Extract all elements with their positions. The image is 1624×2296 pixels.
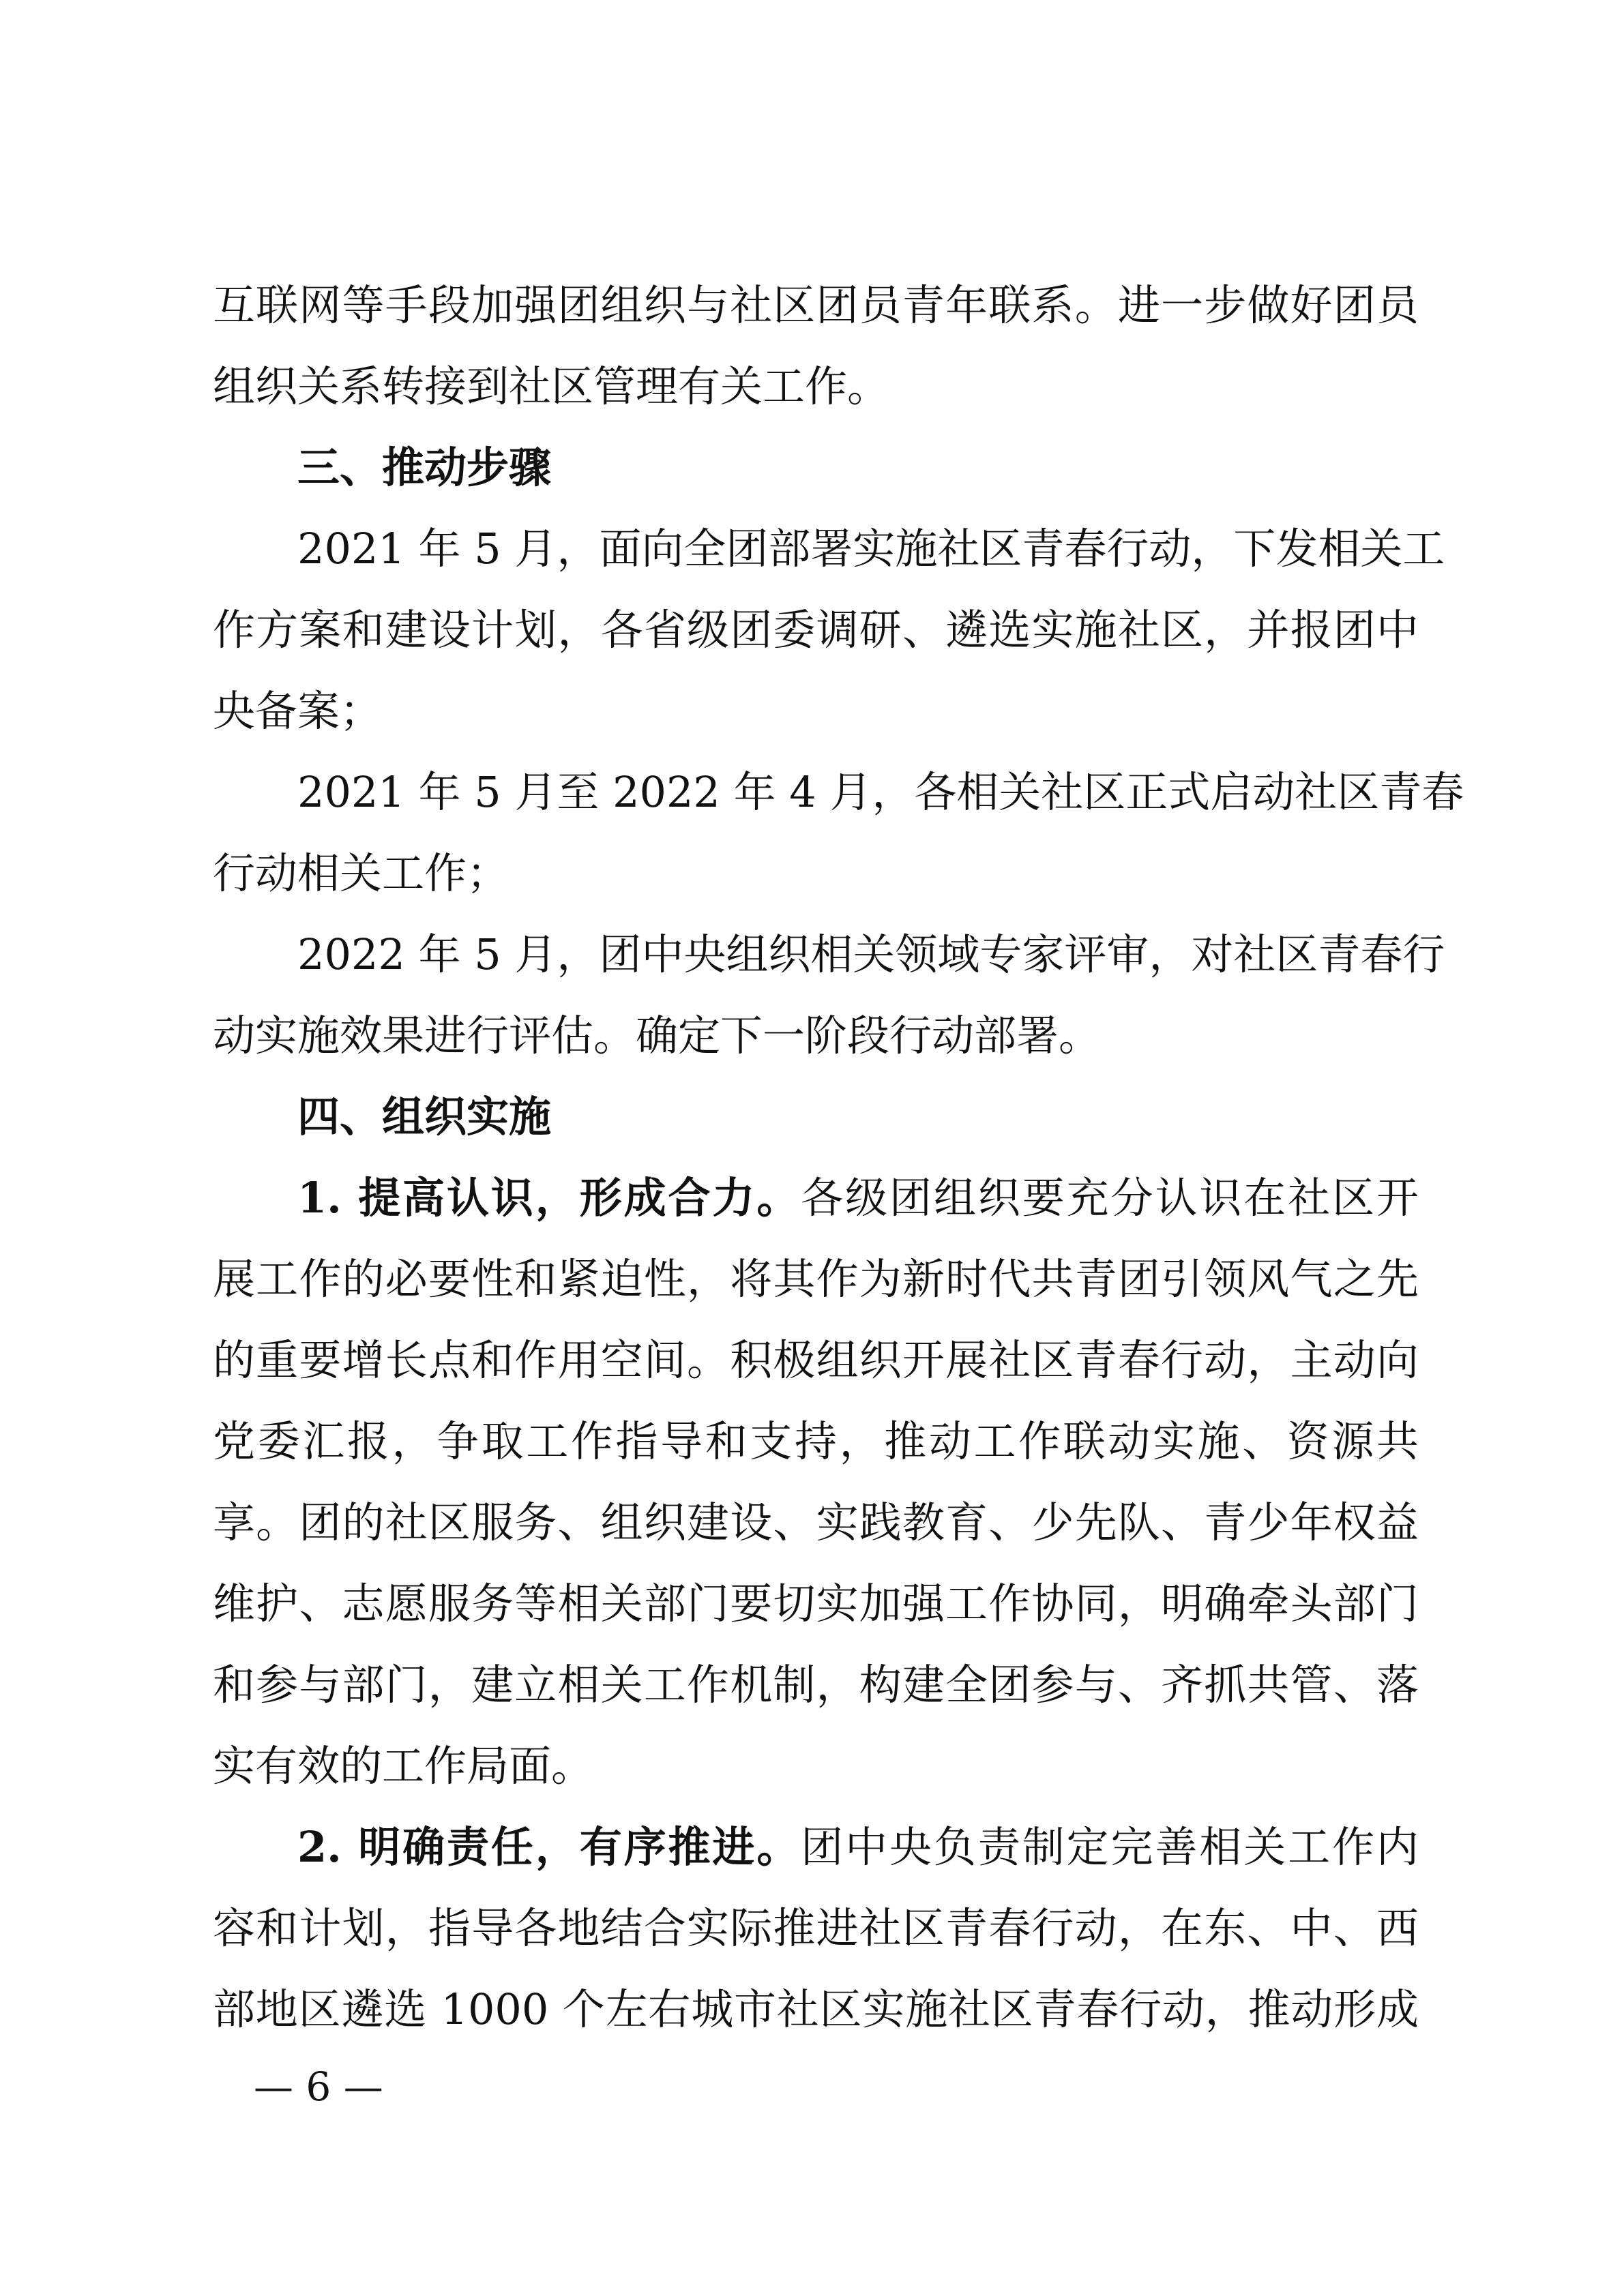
body-line: 2021 年 5 月，面向全团部署实施社区青春行动，下发相关工: [297, 524, 1445, 573]
document-body: [213, 265, 1464, 2050]
body-line: 享。团的社区服务、组织建设、实践教育、少先队、青少年权益: [213, 1497, 1419, 1547]
body-line: 组织关系转接到社区管理有关工作。: [213, 361, 890, 411]
body-line: 展工作的必要性和紧迫性，将其作为新时代共青团引领风气之先: [213, 1254, 1419, 1304]
item-1-title: 1. 提高认识，形成合力。: [297, 1173, 801, 1223]
body-line: 的重要增长点和作用空间。积极组织开展社区青春行动，主动向: [213, 1335, 1419, 1385]
body-line: 和参与部门，建立相关工作机制，构建全团参与、齐抓共管、落: [213, 1660, 1419, 1710]
body-line: 作方案和建设计划，各省级团委调研、遴选实施社区，并报团中: [213, 605, 1419, 655]
body-line: 动实施效果进行评估。确定下一阶段行动部署。: [213, 1011, 1102, 1060]
body-line: 行动相关工作；: [213, 848, 510, 898]
section-heading-3: 三、推动步骤: [297, 443, 552, 492]
item-1-text: 各级团组织要充分认识在社区开: [801, 1173, 1419, 1223]
item-2-title: 2. 明确责任，有序推进。: [297, 1822, 801, 1872]
body-line: 央备案；: [213, 686, 383, 736]
body-line: 部地区遴选 1000 个左右城市社区实施社区青春行动，推动形成: [213, 1984, 1419, 2034]
body-line: 互联网等手段加强团组织与社区团员青年联系。进一步做好团员: [213, 280, 1419, 330]
body-line: 实有效的工作局面。: [213, 1741, 594, 1791]
section-heading-4: 四、组织实施: [297, 1092, 552, 1142]
body-line: 2021 年 5 月至 2022 年 4 月，各相关社区正式启动社区青春: [297, 767, 1464, 817]
body-line: 2022 年 5 月，团中央组织相关领域专家评审，对社区青春行: [297, 929, 1445, 979]
item-2-first-line: [213, 1806, 1419, 1888]
item-1-first-line: [213, 1157, 1419, 1238]
body-line: 维护、志愿服务等相关部门要切实加强工作协同，明确牵头部门: [213, 1579, 1419, 1628]
item-2-text: 团中央负责制定完善相关工作内: [801, 1822, 1419, 1872]
body-line: 容和计划，指导各地结合实际推进社区青春行动，在东、中、西: [213, 1903, 1419, 1953]
body-line: 党委汇报，争取工作指导和支持，推动工作联动实施、资源共: [213, 1416, 1419, 1466]
page-number: — 6 —: [254, 2063, 383, 2110]
